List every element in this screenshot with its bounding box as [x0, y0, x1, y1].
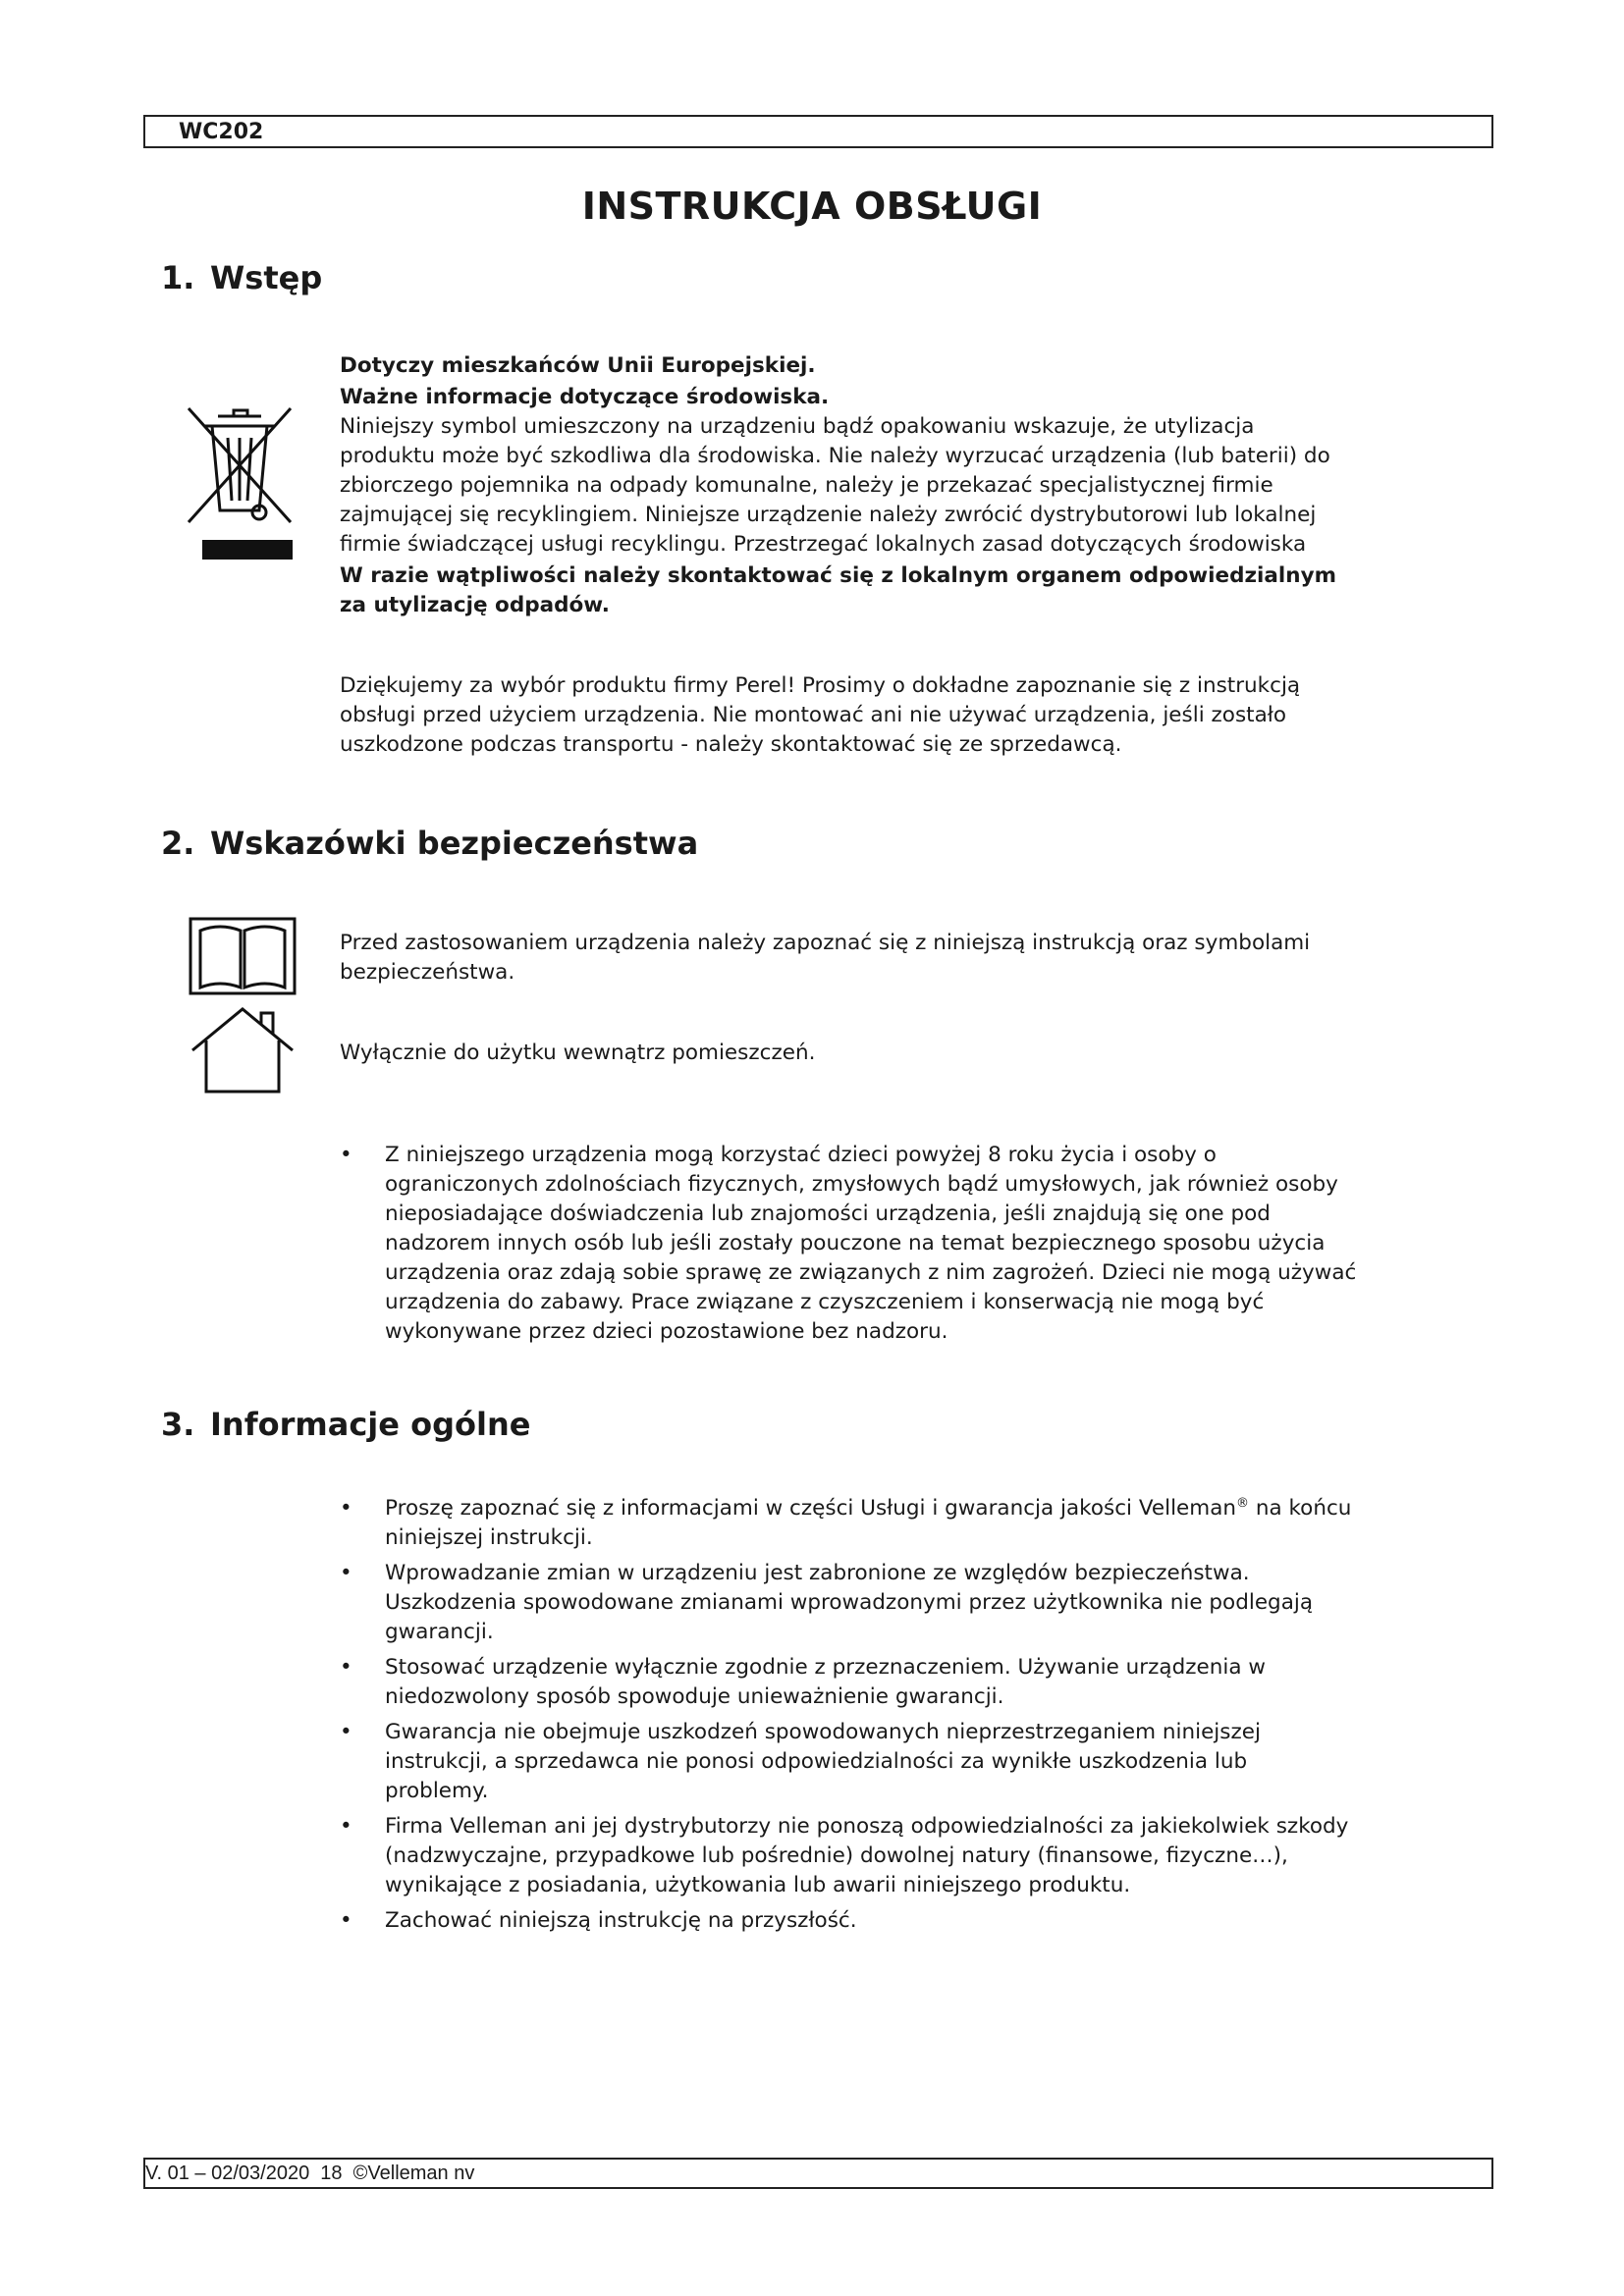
safety-bullet-list — [340, 1141, 1356, 1347]
section-title: Wstęp — [210, 259, 323, 296]
read-manual-text — [340, 929, 1310, 988]
indoor-use-house-icon — [189, 1005, 297, 1095]
bullet-line: ograniczonych zdolnościach fizycznych, zmysłowych bądź umysłowych, jak również osoby — [385, 1172, 1338, 1197]
general-info-bullet-list — [340, 1494, 1351, 1936]
list-item — [340, 1559, 1351, 1647]
list-item — [340, 1812, 1351, 1900]
section-number: 3. — [161, 1406, 195, 1443]
eu-bold-line: W razie wątpliwości należy skontaktować się z lokalnym organem odpowiedzialnym — [340, 563, 1336, 588]
bullet-line: (nadzwyczajne, przypadkowe lub pośrednie) dowolnej natury (finansowe, fizyczne…), — [385, 1843, 1288, 1868]
bullet-line: Uszkodzenia spowodowane zmianami wprowadzonymi przez użytkownika nie podlegają — [385, 1590, 1314, 1615]
bullet-text: Proszę zapoznać się z informacjami w części Usługi i gwarancja jakości Velleman — [385, 1496, 1237, 1521]
registered-mark: ® — [1236, 1495, 1250, 1511]
section-heading-1 — [161, 259, 322, 296]
bullet-line: • Z niniejszego urządzenia mogą korzystać dzieci powyżej 8 roku życia i osoby o — [385, 1143, 1217, 1167]
bullet-line: • Stosować urządzenie wyłącznie zgodnie z przeznaczeniem. Używanie urządzenia w — [385, 1655, 1266, 1680]
section-number: 2. — [161, 825, 195, 862]
section-heading-3 — [161, 1406, 530, 1443]
thanks-line: obsługi przed użyciem urządzenia. Nie montować ani nie używać urządzenia, jeśli zostało — [340, 703, 1287, 727]
indoor-text: Wyłącznie do użytku wewnątrz pomieszczeń. — [340, 1041, 816, 1065]
bullet-text: na końcu — [1249, 1496, 1352, 1521]
eu-info-block — [340, 351, 1336, 620]
bullet-line: gwarancji. — [385, 1620, 494, 1644]
read-manual-line: bezpieczeństwa. — [340, 960, 515, 985]
model-label: WC202 — [179, 120, 264, 144]
section-title: Informacje ogólne — [210, 1406, 531, 1443]
page-title: INSTRUKCJA OBSŁUGI — [581, 185, 1043, 228]
section-heading-2 — [161, 825, 698, 862]
eu-bold-line: za utylizację odpadów. — [340, 593, 610, 617]
eu-line: Niniejszy symbol umieszczony na urządzeniu bądź opakowaniu wskazuje, że utylizacja — [340, 414, 1255, 439]
footer-text: V. 01 – 02/03/2020 18 ©Velleman nv — [145, 2163, 475, 2184]
list-item — [340, 1494, 1351, 1553]
list-item — [340, 1718, 1351, 1806]
eu-line: zajmującej się recyklingiem. Niniejsze urządzenie należy zwrócić dystrybutorowi lub lokalnej — [340, 503, 1317, 527]
read-manual-book-icon — [189, 917, 297, 997]
thanks-line: Dziękujemy za wybór produktu firmy Perel! Prosimy o dokładne zapoznanie się z instrukcją — [340, 673, 1301, 698]
bullet-line: urządzenia oraz zdają sobie sprawę ze związanych z nim zagrożeń. Dzieci nie mogą używać — [385, 1260, 1357, 1285]
eu-title-2: Ważne informacje dotyczące środowiska. — [340, 385, 830, 409]
section-number: 1. — [161, 259, 195, 296]
bullet-line: nieposiadające doświadczenia lub znajomości urządzenia, jeśli znajdują się one pod — [385, 1201, 1271, 1226]
header-box — [143, 115, 1493, 148]
bullet-line: instrukcji, a sprzedawca nie ponosi odpowiedzialności za wynikłe uszkodzenia lub — [385, 1749, 1248, 1774]
bullet-line: wykonywane przez dzieci pozostawione bez nadzoru. — [385, 1319, 948, 1344]
eu-line: produktu może być szkodliwa dla środowiska. Nie należy wyrzucać urządzenia (lub baterii) do — [340, 444, 1330, 468]
bullet-line: • Gwarancja nie obejmuje uszkodzeń spowodowanych nieprzestrzeganiem niniejszej — [385, 1720, 1261, 1744]
bullet-line: wynikające z posiadania, użytkowania lub awarii niniejszego produktu. — [385, 1873, 1131, 1897]
footer-box — [143, 2158, 1493, 2189]
bullet-line: urządzenia do zabawy. Prace związane z czyszczeniem i konserwacją nie mogą być — [385, 1290, 1265, 1314]
eu-line: firmie świadczącej usługi recyklingu. Przestrzegać lokalnych zasad dotyczących środowiska — [340, 532, 1307, 557]
bullet-line: • Zachować niniejszą instrukcję na przyszłość. — [385, 1908, 857, 1933]
section-title: Wskazówki bezpieczeństwa — [210, 825, 699, 862]
bullet-line: • Firma Velleman ani jej dystrybutorzy nie ponoszą odpowiedzialności za jakiekolwiek szkody — [385, 1814, 1349, 1839]
eu-line: zbiorczego pojemnika na odpady komunalne, należy je przekazać specjalistycznej firmie — [340, 473, 1273, 498]
bullet-line: niedozwolony sposób spowoduje unieważnienie gwarancji. — [385, 1684, 1004, 1709]
bullet-line: problemy. — [385, 1779, 489, 1803]
bullet-line: nadzorem innych osób lub jeśli zostały pouczone na temat bezpiecznego sposobu użycia — [385, 1231, 1326, 1255]
read-manual-line: Przed zastosowaniem urządzenia należy zapoznać się z niniejszą instrukcją oraz symbolami — [340, 931, 1311, 955]
list-item — [340, 1906, 1351, 1936]
eu-title-1: Dotyczy mieszkańców Unii Europejskiej. — [340, 353, 816, 378]
bullet-line: • Wprowadzanie zmian w urządzeniu jest zabronione ze względów bezpieczeństwa. — [385, 1561, 1250, 1585]
list-item — [340, 1653, 1351, 1712]
weee-crossed-bin-icon — [183, 404, 297, 563]
thanks-paragraph — [340, 671, 1300, 760]
bullet-line: niniejszej instrukcji. — [385, 1525, 593, 1550]
list-item — [340, 1141, 1356, 1347]
thanks-line: uszkodzone podczas transportu - należy skontaktować się ze sprzedawcą. — [340, 732, 1122, 757]
